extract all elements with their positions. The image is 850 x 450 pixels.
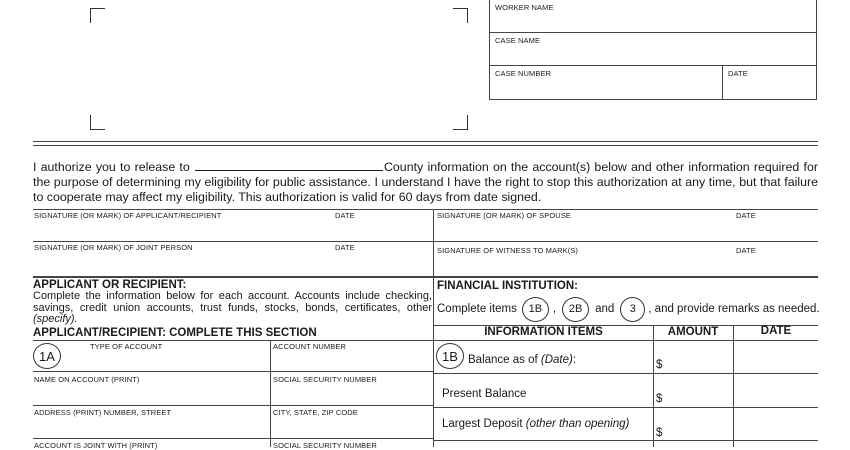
- largest-deposit-text: Largest Deposit: [442, 418, 523, 430]
- complete-items-text: Complete items: [437, 303, 517, 315]
- financial-header-bottom: [434, 340, 818, 341]
- type-of-account-label: TYPE OF ACCOUNT: [90, 342, 163, 351]
- spouse-signature-field[interactable]: [434, 210, 818, 241]
- spouse-date-label: DATE: [736, 211, 756, 220]
- applicant-row-line-1: [33, 371, 433, 372]
- joint-signature-field[interactable]: [33, 242, 433, 276]
- applicant-col-divider: [270, 340, 271, 447]
- applicant-date-label: DATE: [335, 211, 355, 220]
- present-balance-amount-field[interactable]: [666, 375, 732, 406]
- city-state-zip-label: CITY, STATE, ZIP CODE: [273, 408, 358, 417]
- financial-heading: FINANCIAL INSTITUTION:: [437, 280, 578, 292]
- financial-row-line-3: [434, 440, 818, 441]
- corner-top-left: [90, 8, 105, 23]
- address-window: [90, 8, 468, 130]
- currency-sign-1: $: [656, 359, 663, 371]
- applicant-signature-label: SIGNATURE (OR MARK) OF APPLICANT/RECIPIENT: [34, 211, 222, 220]
- applicant-row-line-3: [33, 438, 433, 439]
- financial-row-line-2: [434, 407, 818, 408]
- largest-deposit-date-field[interactable]: [735, 409, 818, 439]
- balance-as-of-label: [468, 354, 576, 366]
- applicant-table-top: [33, 340, 433, 341]
- account-number-field[interactable]: [272, 350, 432, 370]
- balance-as-of-text: Balance as of: [468, 354, 538, 366]
- authorization-prefix: I authorize you to release to: [33, 160, 190, 174]
- items-and: and: [595, 303, 615, 315]
- authorization-body: County information on the account(s) below and other information required for the purpose of determining my eligibility for public assistance. I understand I have the right to stop this authorization at any time, but that failure to cooperate may affect my eligibility. This authorization is valid for 60 days from date signed.: [33, 160, 818, 204]
- separator-line-bottom: [33, 145, 818, 146]
- worker-name-label: WORKER NAME: [495, 3, 554, 12]
- items-comma: ,: [552, 303, 557, 315]
- section-divider-line: [33, 276, 818, 278]
- applicant-heading: APPLICANT OR RECIPIENT:: [33, 279, 187, 291]
- largest-deposit-label: [442, 418, 629, 430]
- applicant-row-line-2: [33, 405, 433, 406]
- case-name-field[interactable]: [490, 33, 816, 66]
- joint-with-label: ACCOUNT IS JOINT WITH (PRINT): [34, 441, 158, 450]
- corner-top-right: [453, 8, 468, 23]
- county-input[interactable]: [195, 159, 383, 171]
- city-state-zip-field[interactable]: [272, 417, 432, 437]
- complete-section-heading: APPLICANT/RECIPIENT: COMPLETE THIS SECTION: [33, 327, 317, 339]
- present-balance-label: Present Balance: [442, 388, 527, 400]
- separator-line-top: [33, 141, 818, 142]
- case-number-field[interactable]: [490, 66, 723, 99]
- witness-signature-label: SIGNATURE OF WITNESS TO MARK(S): [437, 246, 579, 255]
- type-of-account-field[interactable]: [62, 350, 268, 370]
- applicant-instructions-specify: (specify).: [33, 313, 78, 325]
- worker-date-label: DATE: [728, 69, 748, 78]
- largest-deposit-note: (other than opening): [525, 418, 630, 430]
- item-2b-circle: 2B: [562, 297, 589, 322]
- complete-items-line: [437, 296, 820, 322]
- balance-date-text: (Date): [540, 354, 573, 366]
- worker-name-field[interactable]: [490, 0, 816, 33]
- worker-date-field[interactable]: [723, 66, 817, 99]
- joint-signature-label: SIGNATURE (OR MARK) OF JOINT PERSON: [34, 243, 193, 252]
- witness-signature-field[interactable]: [434, 242, 818, 276]
- col-information-items: INFORMATION ITEMS: [484, 326, 603, 338]
- present-balance-date-field[interactable]: [735, 375, 818, 406]
- balance-date-field[interactable]: [735, 342, 818, 372]
- date-col-left: [733, 325, 734, 447]
- authorization-text: [33, 159, 818, 205]
- ssn-label: SOCIAL SECURITY NUMBER: [273, 375, 377, 384]
- balance-colon: :: [572, 354, 577, 366]
- currency-sign-3: $: [656, 427, 663, 439]
- col-date: DATE: [760, 325, 792, 337]
- name-on-account-label: NAME ON ACCOUNT (PRINT): [34, 375, 140, 384]
- address-label: ADDRESS (PRINT) NUMBER, STREET: [34, 408, 172, 417]
- balance-amount-field[interactable]: [666, 342, 732, 372]
- corner-bottom-right: [453, 115, 468, 130]
- ssn2-label: SOCIAL SECURITY NUMBER: [273, 441, 377, 450]
- witness-date-label: DATE: [736, 246, 756, 255]
- col-amount: AMOUNT: [667, 326, 719, 338]
- financial-row-line-1: [434, 373, 818, 374]
- case-number-label: CASE NUMBER: [495, 69, 552, 78]
- item-3-circle: 3: [620, 297, 645, 322]
- applicant-signature-field[interactable]: [33, 210, 433, 241]
- amount-col-left: [653, 325, 654, 447]
- case-name-label: CASE NAME: [495, 36, 541, 45]
- joint-date-label: DATE: [335, 243, 355, 252]
- largest-deposit-amount-field[interactable]: [666, 409, 732, 439]
- currency-sign-2: $: [656, 393, 663, 405]
- account-number-label: ACCOUNT NUMBER: [273, 342, 346, 351]
- applicant-instructions: [33, 291, 432, 326]
- ssn-field[interactable]: [272, 384, 432, 404]
- worker-box: [489, 0, 817, 100]
- section-vertical-divider: [433, 277, 434, 447]
- spouse-signature-label: SIGNATURE (OR MARK) OF SPOUSE: [437, 211, 572, 220]
- marker-1a: 1A: [33, 343, 61, 369]
- corner-bottom-left: [90, 115, 105, 130]
- address-field[interactable]: [34, 417, 268, 437]
- remarks-text: , and provide remarks as needed.: [648, 303, 820, 315]
- item-1b-circle: 1B: [522, 297, 549, 322]
- name-on-account-field[interactable]: [34, 384, 268, 404]
- marker-1b: 1B: [436, 343, 464, 369]
- applicant-instructions-text: Complete the information below for each account. Accounts include checking, savings, credit union accounts, trust funds, stocks, bonds, certificates, other: [33, 290, 432, 314]
